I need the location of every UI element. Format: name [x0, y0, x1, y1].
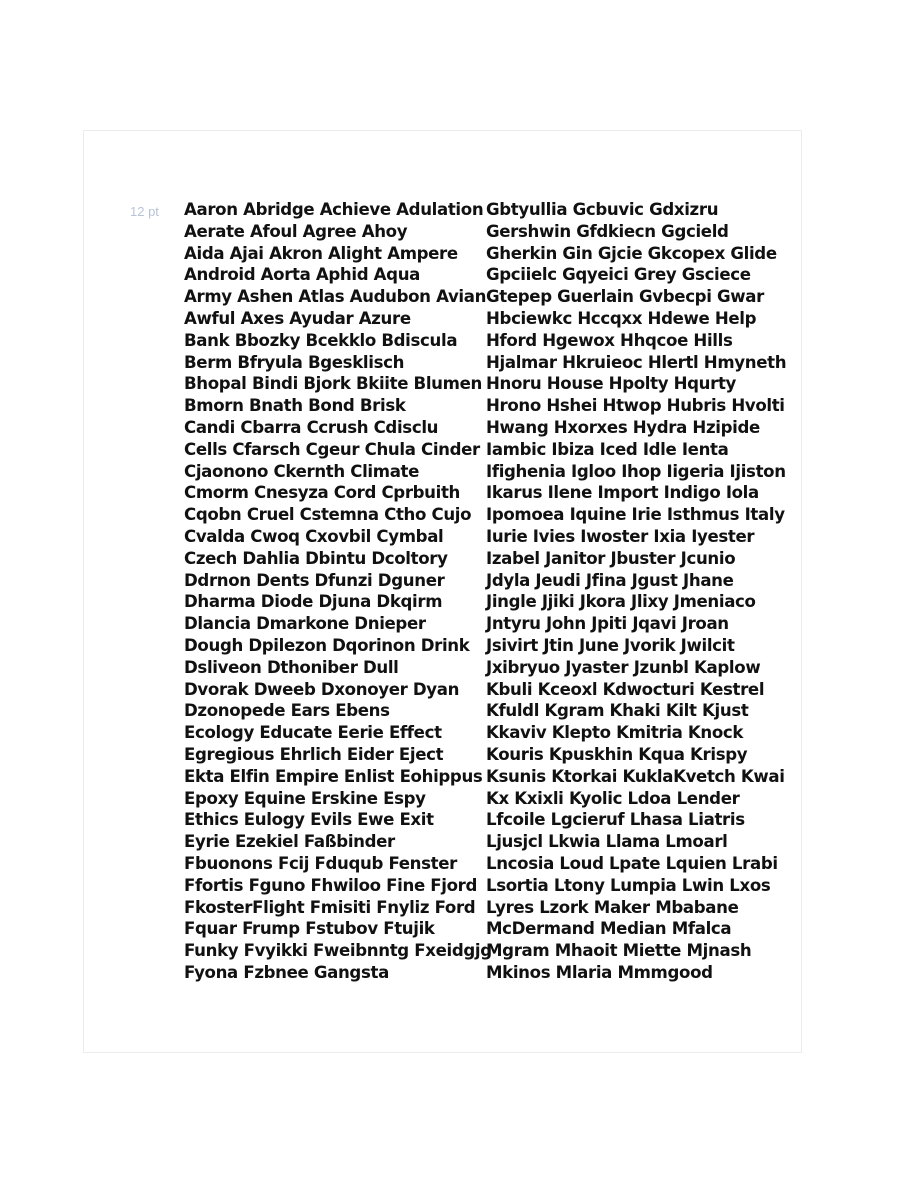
specimen-line: Dough Dpilezon Dqorinon Drink	[184, 635, 470, 655]
specimen-line: Bhopal Bindi Bjork Bkiite Blumen	[184, 374, 482, 394]
specimen-line: Lyres Lzork Maker Mbabane	[486, 897, 739, 917]
specimen-line: Hwang Hxorxes Hydra Hzipide	[486, 417, 760, 437]
specimen-line: Lncosia Loud Lpate Lquien Lrabi	[486, 853, 778, 873]
specimen-line: Candi Cbarra Ccrush Cdisclu	[184, 417, 439, 437]
specimen-line: Gtepep Guerlain Gvbecpi Gwar	[486, 287, 764, 307]
specimen-line: Cqobn Cruel Cstemna Ctho Cujo	[184, 505, 472, 525]
specimen-line: Kx Kxixli Kyolic Ldoa Lender	[486, 788, 740, 808]
specimen-line: Bmorn Bnath Bond Brisk	[184, 396, 406, 416]
specimen-line: Jdyla Jeudi Jfina Jgust Jhane	[486, 570, 734, 590]
specimen-line: Jntyru John Jpiti Jqavi Jroan	[486, 614, 729, 634]
specimen-line: Gershwin Gfdkiecn Ggcield	[486, 221, 729, 241]
specimen-line: Epoxy Equine Erskine Espy	[184, 788, 426, 808]
specimen-line: Bank Bbozky Bcekklo Bdiscula	[184, 330, 458, 350]
specimen-line: Cvalda Cwoq Cxovbil Cymbal	[184, 526, 444, 546]
specimen-line: Dlancia Dmarkone Dnieper	[184, 614, 426, 634]
specimen-line: Android Aorta Aphid Aqua	[184, 265, 421, 285]
specimen-line: Jxibryuo Jyaster Jzunbl Kaplow	[486, 657, 761, 677]
specimen-line: Berm Bfryula Bgesklisch	[184, 352, 405, 372]
specimen-line: Ecology Educate Eerie Effect	[184, 723, 442, 743]
specimen-line: Ljusjcl Lkwia Llama Lmoarl	[486, 832, 728, 852]
specimen-line: Aerate Afoul Agree Ahoy	[184, 221, 408, 241]
specimen-line: Czech Dahlia Dbintu Dcoltory	[184, 548, 448, 568]
specimen-line: Lsortia Ltony Lumpia Lwin Lxos	[486, 875, 771, 895]
specimen-line: Dharma Diode Djuna Dkqirm	[184, 592, 443, 612]
word-list-left-column	[184, 199, 492, 984]
specimen-line: Jsivirt Jtin June Jvorik Jwilcit	[486, 635, 735, 655]
specimen-line: Eyrie Ezekiel Faßbinder	[184, 832, 395, 852]
specimen-line: Ifighenia Igloo Ihop Iigeria Ijiston	[486, 461, 786, 481]
specimen-line: Fyona Fzbnee Gangsta	[184, 962, 389, 982]
specimen-line: Egregious Ehrlich Eider Eject	[184, 744, 444, 764]
specimen-line: Awful Axes Ayudar Azure	[184, 308, 411, 328]
specimen-line: Dvorak Dweeb Dxonoyer Dyan	[184, 679, 460, 699]
specimen-line: Hford Hgewox Hhqcoe Hills	[486, 330, 733, 350]
specimen-line: Ekta Elfin Empire Enlist Eohippus	[184, 766, 483, 786]
specimen-line: Mkinos Mlaria Mmmgood	[486, 962, 713, 982]
specimen-line: Izabel Janitor Jbuster Jcunio	[486, 548, 736, 568]
specimen-line: Hbciewkc Hccqxx Hdewe Help	[486, 308, 757, 328]
specimen-line: Fquar Frump Fstubov Ftujik	[184, 919, 435, 939]
specimen-line: Cjaonono Ckernth Climate	[184, 461, 420, 481]
specimen-line: Cmorm Cnesyza Cord Cprbuith	[184, 483, 461, 503]
specimen-line: Ksunis Ktorkai KuklaKvetch Kwai	[486, 766, 785, 786]
specimen-line: Kbuli Kceoxl Kdwocturi Kestrel	[486, 679, 765, 699]
specimen-line: Iambic Ibiza Iced Idle Ienta	[486, 439, 729, 459]
specimen-line: Aaron Abridge Achieve Adulation	[184, 200, 484, 219]
specimen-line: Hrono Hshei Htwop Hubris Hvolti	[486, 396, 785, 416]
specimen-line: Mgram Mhaoit Miette Mjnash	[486, 941, 752, 961]
specimen-line: Kouris Kpuskhin Kqua Krispy	[486, 744, 748, 764]
specimen-line: Iurie Ivies Iwoster Ixia Iyester	[486, 526, 755, 546]
font-size-label: 12 pt	[130, 204, 159, 219]
specimen-line: FkosterFlight Fmisiti Fnyliz Ford	[184, 897, 476, 917]
specimen-line: Hnoru House Hpolty Hqurty	[486, 374, 737, 394]
specimen-line: Ikarus Ilene Import Indigo Iola	[486, 483, 759, 503]
specimen-line: Gherkin Gin Gjcie Gkcopex Glide	[486, 243, 777, 263]
specimen-line: Gpciielc Gqyeici Grey Gsciece	[486, 265, 751, 285]
specimen-line: Army Ashen Atlas Audubon Avian	[184, 287, 487, 307]
specimen-line: McDermand Median Mfalca	[486, 919, 732, 939]
specimen-line: Aida Ajai Akron Alight Ampere	[184, 243, 458, 263]
specimen-line: Lfcoile Lgcieruf Lhasa Liatris	[486, 810, 745, 830]
word-list-right-column	[486, 199, 786, 984]
specimen-line: Hjalmar Hkruieoc Hlertl Hmyneth	[486, 352, 787, 372]
specimen-line: Dsliveon Dthoniber Dull	[184, 657, 399, 677]
specimen-line: Dzonopede Ears Ebens	[184, 701, 390, 721]
specimen-line: Gbtyullia Gcbuvic Gdxizru	[486, 200, 719, 219]
specimen-line: Jingle Jjiki Jkora Jlixy Jmeniaco	[486, 592, 756, 612]
specimen-line: Ddrnon Dents Dfunzi Dguner	[184, 570, 445, 590]
specimen-line: Kkaviv Klepto Kmitria Knock	[486, 723, 744, 743]
specimen-line: Kfuldl Kgram Khaki Kilt Kjust	[486, 701, 749, 721]
specimen-line: Fbuonons Fcij Fduqub Fenster	[184, 853, 457, 873]
specimen-line: Ffortis Fguno Fhwiloo Fine Fjord	[184, 875, 478, 895]
specimen-line: Ipomoea Iquine Irie Isthmus Italy	[486, 505, 785, 525]
specimen-line: Ethics Eulogy Evils Ewe Exit	[184, 810, 434, 830]
specimen-line: Cells Cfarsch Cgeur Chula Cinder	[184, 439, 480, 459]
specimen-line: Funky Fvyikki Fweibnntg Fxeidgjg	[184, 941, 492, 961]
